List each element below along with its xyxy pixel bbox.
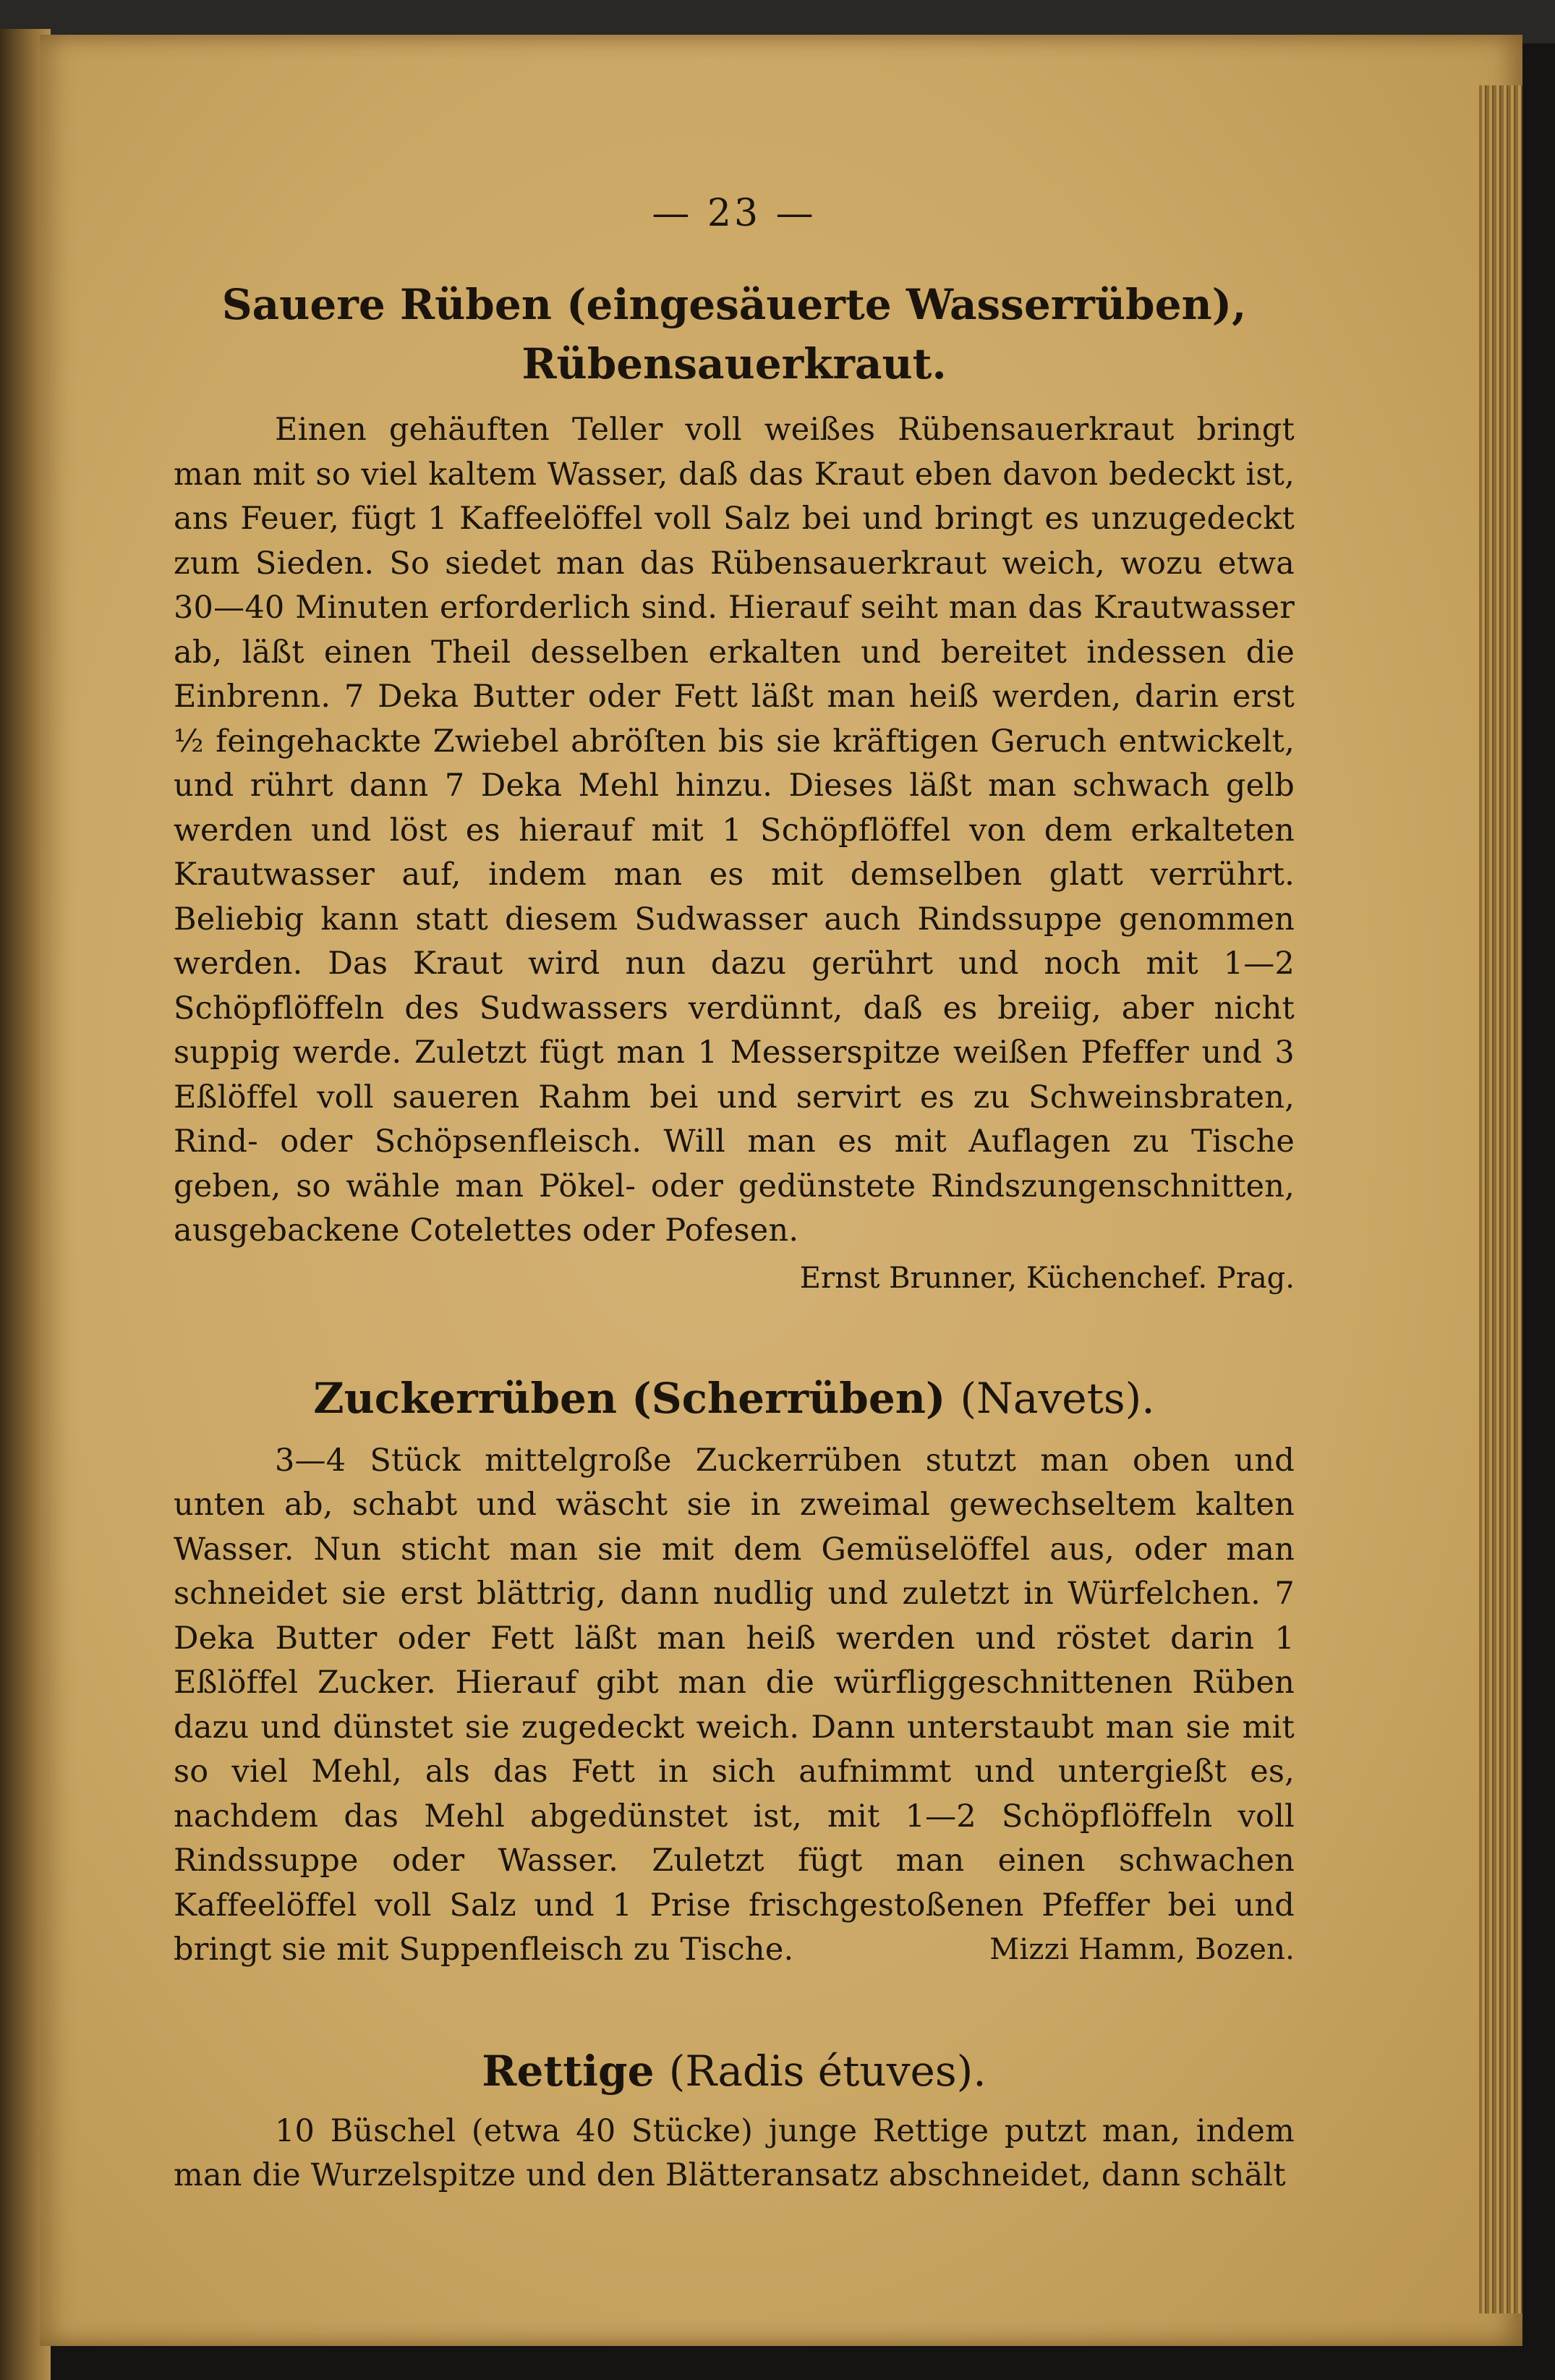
recipe-signature-hamm: Mizzi Hamm, Bozen. [989,1933,1295,1966]
recipe-text: 3—4 Stück mittelgroße Zuckerrüben stutzt man oben und unten ab, schabt und wäscht sie in zweimal gewechseltem kalten Wasser. Nun sticht man sie mit dem Gemüselöffel aus, oder man schneidet sie erst blättrig, dann nudlig und zuletzt in Würfelchen. 7 Deka Butter oder Fett läßt man heiß werden und röstet darin 1 Eßlöffel Zucker. Hierauf gibt man die würfliggeschnittenen Rüben dazu und dünstet sie zugedeckt weich. Dann unterstaubt man sie mit so viel Mehl, als das Fett in sich aufnimmt und untergießt es, nachdem das Mehl abgedünstet ist, mit 1—2 Schöpflöffeln voll Rindssuppe oder Wasser. Zuletzt fügt man einen schwachen Kaffeelöffel voll Salz und 1 Prise frischgestoßenen Pfeffer bei und bringt sie mit Suppenfleisch zu Tische. [174,1442,1295,1968]
recipe-signature-brunner: Ernst Brunner, Küchenchef. Prag. [799,1261,1295,1295]
recipe-body-zuckerrueben [174,1439,1295,1973]
title-line-2: Rübensauerkraut. [521,339,947,388]
page-number: — 23 — [652,192,817,235]
recipe-body-sauere-rueben: Einen gehäuften Teller voll weißes Rübensauerkraut bringt man mit so viel kaltem Wasser, daß das Kraut eben davon bedeckt ist, ans Feuer, fügt 1 Kaffeelöffel voll Salz bei und bringt es unzugedeckt zum Sieden. So siedet man das Rübensauerkraut weich, wozu etwa 30—40 Minuten erforderlich sind. Hierauf seiht man das Krautwasser ab, läßt einen Theil desselben erkalten und bereitet indessen die Einbrenn. 7 Deka Butter oder Fett läßt man heiß werden, darin erst ½ feingehackte Zwiebel abröſten bis sie kräftigen Geruch entwickelt, und rührt dann 7 Deka Mehl hinzu. Dieses läßt man schwach gelb werden und löst es hierauf mit 1 Schöpflöffel von dem erkalteten Krautwasser auf, indem man es mit demselben glatt verrührt. Beliebig kann statt diesem Sudwasser auch Rindssuppe genommen werden. Das Kraut wird nun dazu gerührt und noch mit 1—2 Schöpflöffeln des Sudwassers verdünnt, daß es breiig, aber nicht suppig werde. Zuletzt fügt man 1 Messerspitze weißen Pfeffer und 3 Eßlöffel voll saueren Rahm bei und servirt es zu Schweinsbraten, Rind- oder Schöpsenfleisch. Will man es mit Auflagen zu Tische geben, so wähle man Pökel- oder gedünstete Rindszungenschnitten, ausgebackene Cotelettes oder Pofesen. [174,412,1295,1249]
section-title-zuckerrueben [174,1369,1295,1428]
page-edges [1479,85,1522,2313]
title-alt: (Radis étuves). [668,2046,987,2096]
section-title-rettige [174,2041,1295,2101]
title-main: Rettige [482,2046,655,2096]
section-title-sauere-rueben [174,275,1295,394]
title-alt: (Navets). [960,1373,1155,1423]
page-text [174,192,1295,2198]
recipe-body-rettige: 10 Büschel (etwa 40 Stücke) junge Rettige putzt man, indem man die Wurzelspitze und den Blätteransatz abschneidet, dann schält [174,2112,1295,2193]
title-main: Zuckerrüben (Scherrüben) [313,1373,946,1423]
title-line-1: Sauere Rüben (eingesäuerte Wasserrüben), [221,280,1247,329]
